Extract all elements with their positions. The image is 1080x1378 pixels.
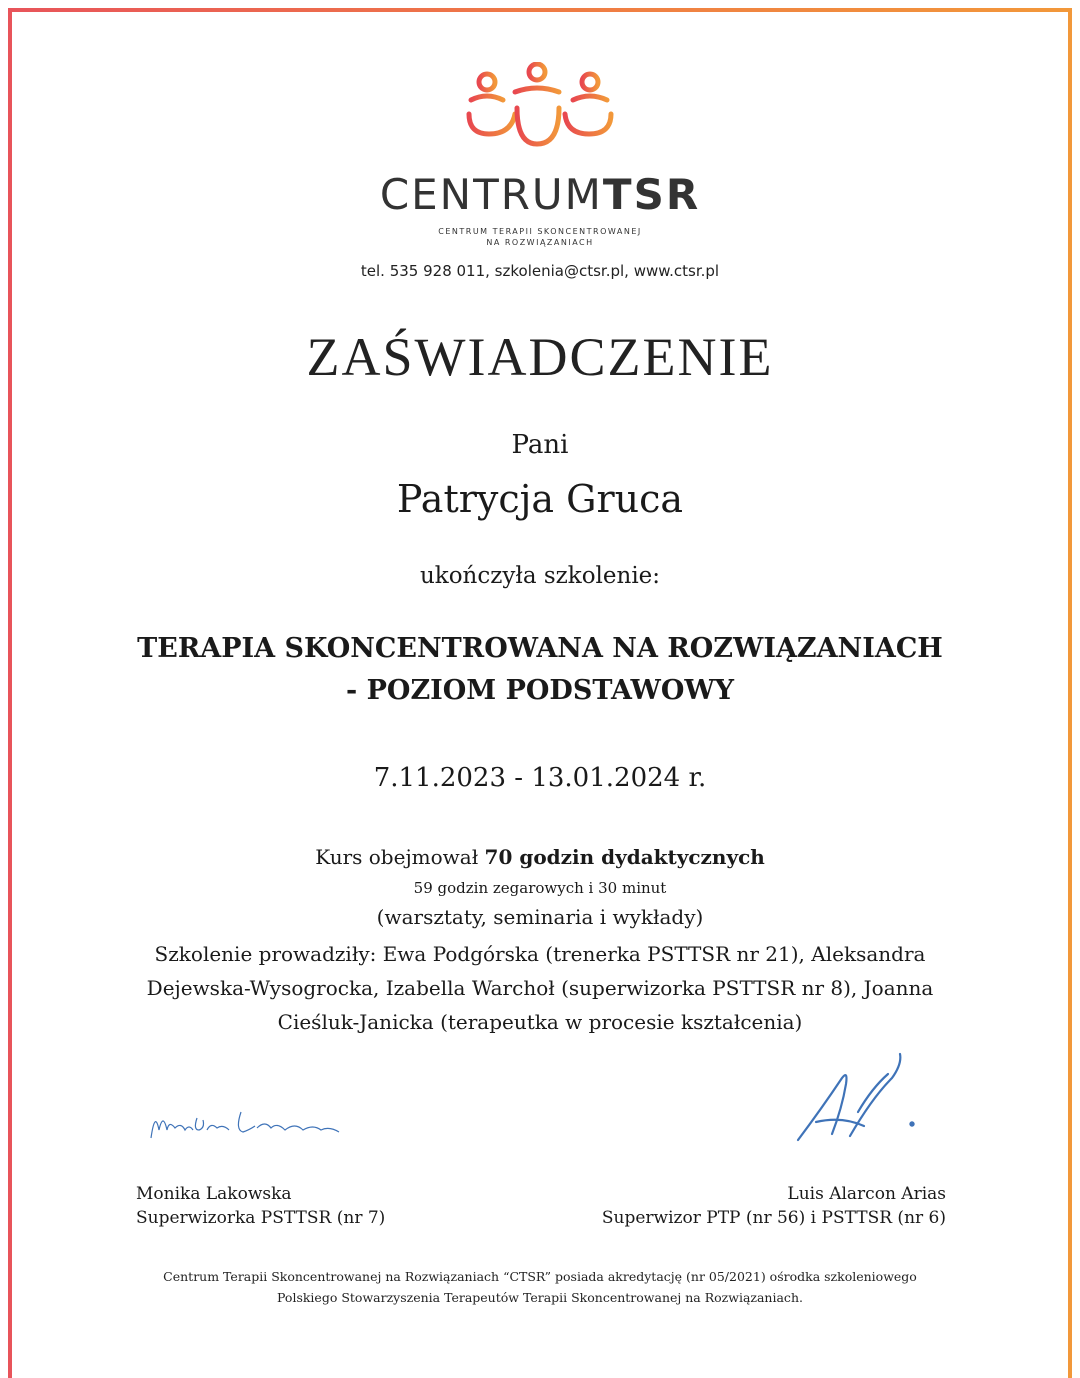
signer-right-name: Luis Alarcon Arias [787, 1184, 946, 1204]
hours-prefix: Kurs obejmował [315, 845, 485, 869]
brand-subtitle-line2: NA ROZWIĄZANIACH [486, 238, 594, 247]
signer-left-name: Monika Lakowska [136, 1184, 292, 1204]
three-people-icon [465, 62, 615, 154]
completed-text: ukończyła szkolenie: [419, 563, 661, 589]
brand-subtitle [0, 226, 1080, 248]
salutation: Pani [511, 430, 569, 460]
recipient-name: Patrycja Gruca [396, 477, 684, 521]
hours-bold: 70 godzin dydaktycznych [484, 845, 765, 869]
course-title-line2: - POZIOM PODSTAWOWY [346, 675, 734, 706]
footer-line2: Polskiego Stowarzyszenia Terapeutów Terapii Skoncentrowanej na Rozwiązaniach. [277, 1290, 803, 1305]
signature-left [145, 1100, 345, 1150]
brand-bold: TSR [602, 170, 701, 219]
brand-name [0, 170, 1080, 219]
course-hours [0, 845, 1080, 869]
instructors: Szkolenie prowadziły: Ewa Podgórska (trenerka PSTTSR nr 21), Aleksandra Dejewska-Wysogrocka, Izabella Warchoł (superwizorka PSTTSR nr 8), Joanna Cieśluk-Janicka (terapeutka w procesie kształcenia) [146, 942, 934, 1034]
signer-left-role: Superwizorka PSTTSR (nr 7) [136, 1208, 386, 1228]
course-title-line1: TERAPIA SKONCENTROWANA NA ROZWIĄZANIACH [137, 633, 943, 664]
signature-right [792, 1048, 932, 1148]
contact-info: tel. 535 928 011, szkolenia@ctsr.pl, www.ctsr.pl [360, 262, 720, 280]
clock-hours: 59 godzin zegarowych i 30 minut [413, 879, 667, 897]
course-title [0, 628, 1080, 712]
accreditation-footer [100, 1266, 980, 1308]
course-dates: 7.11.2023 - 13.01.2024 r. [373, 763, 707, 793]
signer-right-role: Superwizor PTP (nr 56) i PSTTSR (nr 6) [601, 1208, 946, 1228]
certificate-title: ZAŚWIADCZENIE [306, 327, 774, 387]
brand-light: CENTRUM [379, 170, 603, 219]
signer-right [602, 1182, 946, 1230]
brand-subtitle-line1: CENTRUM TERAPII SKONCENTROWANEJ [438, 227, 642, 236]
footer-line1: Centrum Terapii Skoncentrowanej na Rozwiązaniach “CTSR” posiada akredytację (nr 05/2021) ośrodka szkoleniowego [163, 1269, 917, 1284]
signer-left [136, 1182, 385, 1230]
logo [0, 62, 1080, 154]
course-forms: (warsztaty, seminaria i wykłady) [376, 905, 704, 929]
